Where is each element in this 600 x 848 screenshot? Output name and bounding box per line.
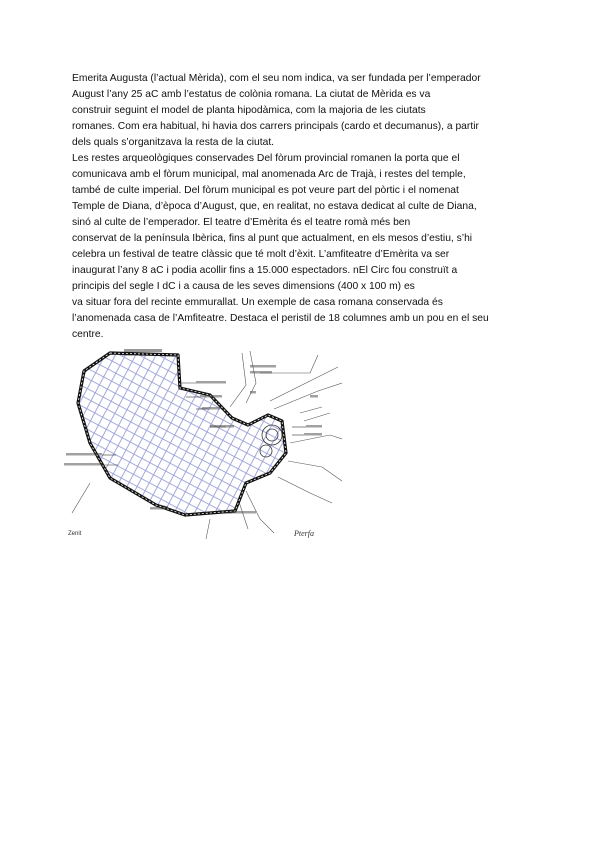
map-signature: Pterfa [294, 529, 314, 538]
body-text [72, 71, 532, 343]
text-line: construir seguint el model de planta hipodàmica, com la majoria de les ciutats [72, 105, 426, 116]
text-line: inaugurat l’any 8 aC i podia acollir fins a 15.000 espectadors. nEl Circ fou construït a [72, 265, 458, 276]
text-line: Emerita Augusta (l’actual Mèrida), com el seu nom indica, va ser fundada per l’emperador [72, 73, 481, 84]
text-line: celebra un festival de teatre clàssic que té molt d’èxit. L’amfiteatre d’Emèrita va ser [72, 249, 450, 260]
text-line: romanes. Com era habitual, hi havia dos carrers principals (cardo et decumanus), a partir [72, 121, 479, 132]
city-map-figure [60, 343, 342, 543]
text-line: l’anomenada casa de l’Amfiteatre. Destaca el peristil de 18 columnes amb un pou en el seu [72, 313, 489, 324]
map-corner-mark: Zenit [68, 531, 82, 537]
text-line: comunicava amb el fòrum municipal, mal anomenada Arc de Trajà, i restes del temple, [72, 169, 466, 180]
city-map-drawing [60, 343, 342, 543]
text-line: conservat de la península Ibèrica, fins al punt que actualment, en els mesos d’estiu, s’hi [72, 233, 473, 244]
text-line: també de culte imperial. Del fòrum municipal es pot veure part del pòrtic i el nomenat [72, 185, 459, 196]
text-line: va situar fora del recinte emmurallat. Un exemple de casa romana conservada és [72, 297, 443, 308]
text-line: Temple de Diana, d’època d’August, que, en realitat, no estava dedicat al culte de Diana, [72, 201, 477, 212]
text-line: August l’any 25 aC amb l’estatus de colònia romana. La ciutat de Mèrida es va [72, 89, 431, 100]
text-line: centre. [72, 329, 104, 340]
text-line: principis del segle I dC i a causa de les seves dimensions (400 x 100 m) es [72, 281, 415, 292]
text-line: dels quals s’organitzava la resta de la ciutat. [72, 137, 275, 148]
text-line: sinó al culte de l’emperador. El teatre d’Emèrita és el teatre romà més ben [72, 217, 411, 228]
text-line: Les restes arqueològiques conservades Del fòrum provincial romanen la porta que el [72, 153, 460, 164]
